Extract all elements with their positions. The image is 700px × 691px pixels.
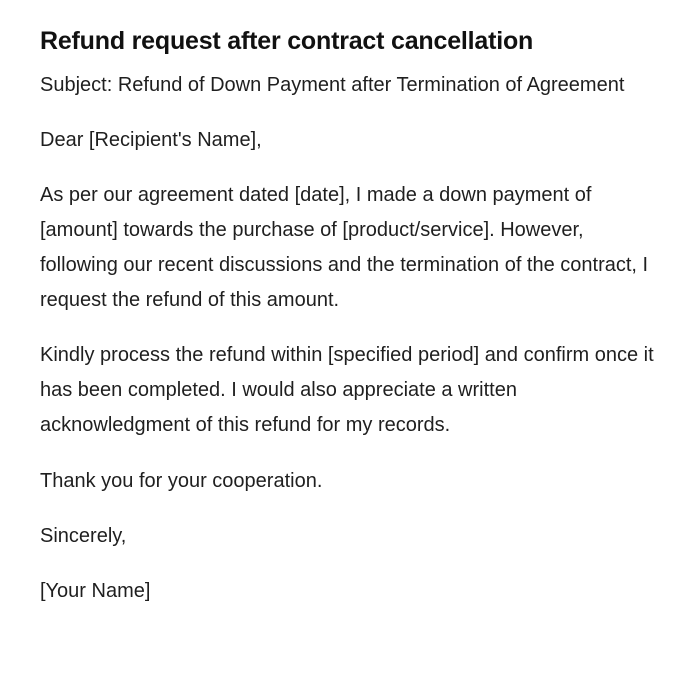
salutation: Dear [Recipient's Name], xyxy=(40,129,262,151)
document-title: Refund request after contract cancellation xyxy=(40,27,534,55)
thanks-line: Thank you for your cooperation. xyxy=(40,470,323,492)
body-paragraph-1: As per our agreement dated [date], I made a down payment of [amount] towards the purchase of [product/service]. However, following our recent discussions and the termination of the contract, I request the refund of this amount. xyxy=(40,184,649,311)
body-paragraph-2: Kindly process the refund within [specified period] and confirm once it has been completed. I would also appreciate a written acknowledgment of this refund for my records. xyxy=(40,344,654,436)
closing-line: Sincerely, xyxy=(40,525,127,547)
signature-placeholder: [Your Name] xyxy=(40,580,151,602)
subject-line: Subject: Refund of Down Payment after Termination of Agreement xyxy=(40,74,625,96)
